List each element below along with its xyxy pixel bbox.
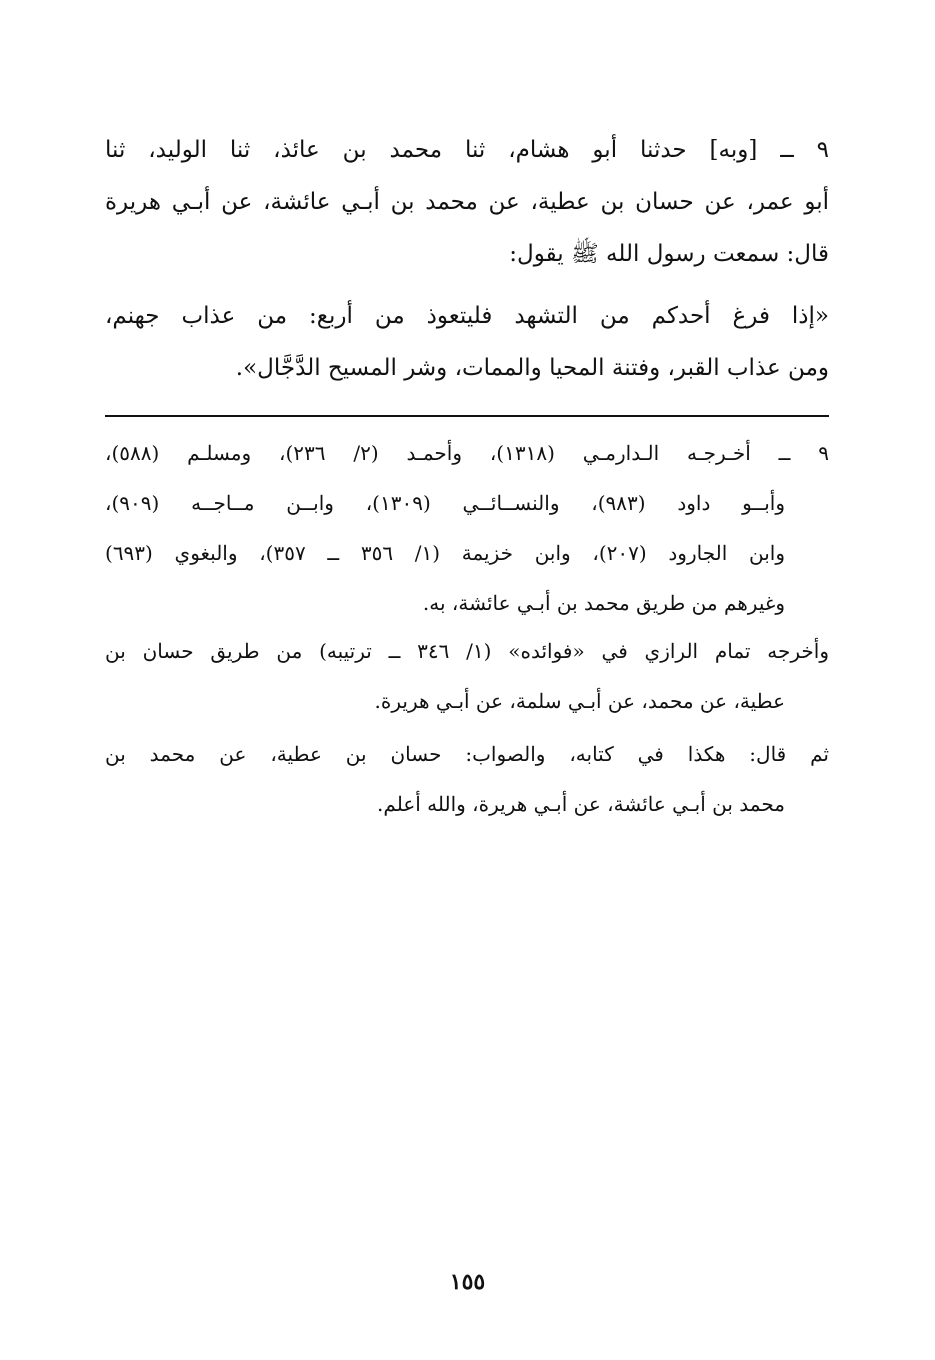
footnote-line: محمد بن أبـي عائشة، عن أبـي هريرة، والله أعلم. — [377, 792, 785, 816]
footnote-line: ثم قال: هكذا في كتابه، والصواب: حسان بن عطية، عن محمد بن — [105, 742, 829, 766]
hadith-line: قال: سمعت رسول الله ﷺ يقول: — [509, 241, 829, 267]
footnote-line: وابن الجارود (٢٠٧)، وابن خزيمة (١/ ٣٥٦ ــ ٣٥٧)، والبغوي (٦٩٣) — [105, 541, 785, 565]
footnote-divider — [105, 415, 829, 417]
hadith-line: ٩ ــ [وبه] حدثنا أبو هشام، ثنا محمد بن عائذ، ثنا الوليد، ثنا — [105, 137, 829, 163]
footnote-first-line — [105, 428, 829, 478]
footnote-line: وأخرجه تمام الرازي في «فوائده» (١/ ٣٤٦ ــ ترتيبه) من طريق حسان بن — [105, 639, 829, 663]
footnote-line: وأبــو داود (٩٨٣)، والنســائــي (١٣٠٩)، وابــن مــاجــه (٩٠٩)، — [105, 491, 785, 515]
footnote-line: وغيرهم من طريق محمد بن أبـي عائشة، به. — [422, 591, 785, 615]
footnote-sawab — [105, 729, 829, 829]
footnote-line: عطية، عن محمد، عن أبـي سلمة، عن أبـي هريرة. — [374, 689, 785, 713]
footnote-tammam — [105, 626, 829, 726]
footnote-takhrij — [105, 478, 785, 628]
hadith-isnad — [105, 124, 829, 280]
page-number: ١٥٥ — [449, 1269, 486, 1295]
hadith-matn — [105, 290, 829, 394]
matn-line: «إذا فرغ أحدكم من التشهد فليتعوذ من أربع: من عذاب جهنم، — [105, 303, 829, 329]
hadith-line: أبو عمر، عن حسان بن عطية، عن محمد بن أبـي عائشة، عن أبـي هريرة — [105, 189, 829, 215]
footnote-line: ٩ ــ أخـرجـه الـدارمـي (١٣١٨)، وأحمـد (٢/ ٢٣٦)، ومسلـم (٥٨٨)، — [105, 441, 829, 465]
matn-line: ومن عذاب القبر، وفتنة المحيا والممات، وشر المسيح الدَّجَّال». — [235, 355, 829, 381]
